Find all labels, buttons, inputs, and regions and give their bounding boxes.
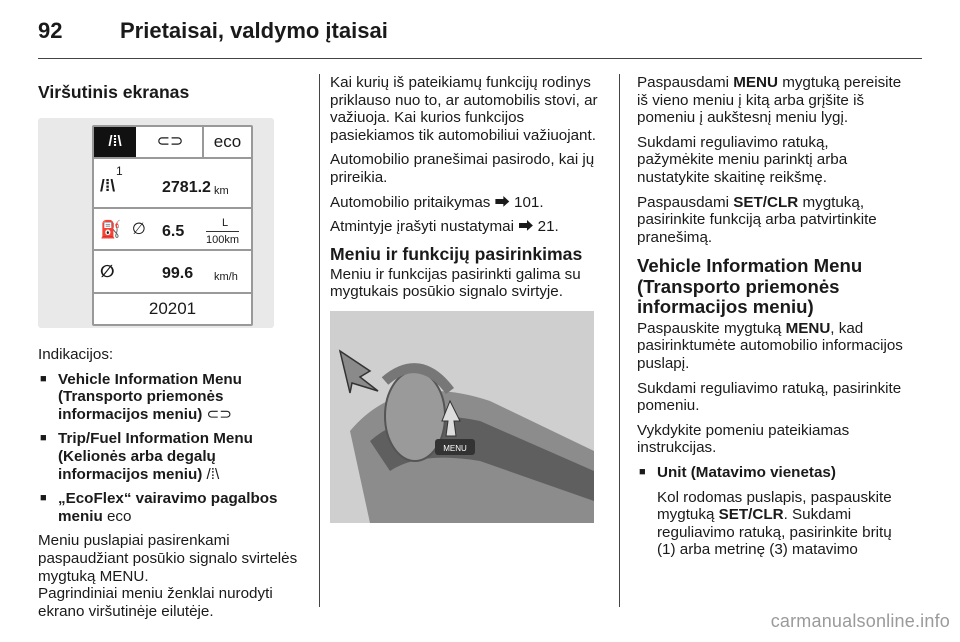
paragraph: Atmintyje įrašyti nustatymai ⮕ 21. (330, 218, 559, 236)
bullet-item (38, 490, 306, 525)
paragraph: Paspausdami SET/CLR mygtuką, pasirinkite funkciją arba patvirtinkite pranešimą. (637, 193, 877, 246)
paragraph: Kai kurių iš pateikiamų funkcijų rodinys priklauso nuo to, ar automobilis stovi, ar važiuoja. Kai kurios funkcijos pasiekiamos tik automobiliui važiuojant. (330, 74, 598, 144)
road-icon: /⁞\ (94, 127, 136, 157)
fuel-icon: ⛽ (100, 220, 122, 239)
paragraph: Kol rodomas puslapis, paspauskite mygtuką SET/CLR. Sukdami reguliavimo ratuką, pasirinkite britų (1) arba metrinę (3) matavimo (657, 488, 892, 559)
column-divider (319, 74, 320, 607)
bullet-item (38, 371, 306, 424)
column-1 (38, 74, 306, 627)
average-icon: ∅ (132, 221, 146, 238)
paragraph: Sukdami reguliavimo ratuką, pažymėkite meniu parinktį arba nustatykite skaitinę reikšmę. (637, 133, 848, 186)
speed-unit: km/h (214, 271, 238, 283)
distance-unit: km (214, 185, 229, 197)
column-2 (330, 74, 604, 523)
display-screen (92, 125, 253, 326)
display-figure (38, 118, 274, 328)
section-heading: Meniu ir funkcijų pasirinkimas (330, 243, 583, 264)
speed-value: 99.6 (162, 265, 194, 282)
turn-signal-lever-photo (330, 311, 594, 523)
road-icon: /⁞\ (206, 465, 220, 483)
bullet-text: Vehicle Information Menu (Transporto priemonės informacijos meniu) (58, 370, 242, 423)
consumption-unit-bottom: 100km (206, 231, 239, 250)
page-number: 92 (38, 18, 63, 43)
consumption-unit-top: L (222, 217, 229, 229)
lever-illustration (330, 311, 594, 523)
paragraph: Meniu puslapiai pasirenkami paspaudžiant posūkio signalo svirtelės mygtuką MENU. (38, 532, 298, 585)
bullet-item (38, 430, 306, 483)
column-3 (637, 74, 909, 566)
paragraph: Meniu ir funkcijas pasirinkti galima su mygtukais posūkio signalo svirtyje. (330, 265, 581, 301)
header-rule (38, 58, 922, 59)
trip-marker: 1 (116, 164, 123, 178)
paragraph: Vykdykite pomeniu pateikiamas instrukcijas. (637, 421, 850, 457)
car-icon: ⊂⊃ (206, 405, 232, 423)
display-divider (94, 249, 251, 251)
consumption-value: 6.5 (162, 223, 185, 240)
section-heading: Vehicle Information Menu (Transporto priemonės informacijos meniu) (637, 255, 863, 318)
car-icon: ⊂⊃ (138, 127, 204, 157)
paragraph: Sukdami reguliavimo ratuką, pasirinkite pomeniu. (637, 379, 902, 415)
page-header (38, 18, 922, 58)
paragraph: Automobilio pritaikymas ⮕ 101. (330, 193, 544, 211)
display-divider (94, 207, 251, 209)
bullet-text: Trip/Fuel Information Menu (Kelionės arba degalų informacijos meniu) (58, 430, 253, 483)
road-icon: /⁞\ (100, 176, 116, 195)
eco-icon: eco (213, 132, 242, 151)
eco-icon: eco (106, 507, 132, 525)
average-icon: ∅ (100, 262, 115, 281)
paragraph: Paspausdami MENU mygtuką pereisite iš vieno meniu į kitą arba grįšite iš pomeniu į aukštesnį meniu lygį. (637, 74, 902, 127)
watermark: carmanualsonline.info (770, 611, 950, 631)
bullet-text: „EcoFlex“ vairavimo pagalbos meniu (58, 490, 278, 525)
display-footer: 20201 (94, 292, 251, 324)
page-title: Prietaisai, valdymo įtaisai (120, 18, 388, 43)
display-topbar (94, 127, 251, 159)
column-divider (619, 74, 620, 607)
paragraph: Automobilio pranešimai pasirodo, kai jų prireikia. (330, 151, 595, 186)
section-heading: Viršutinis ekranas (38, 82, 190, 102)
menu-button-label: MENU (443, 443, 467, 453)
paragraph: Pagrindiniai meniu ženklai nurodyti ekrano viršutinėje eilutėje. (38, 585, 273, 620)
bullet-item: ■ Unit (Matavimo vienetas) (637, 464, 909, 482)
paragraph: Paspauskite mygtuką MENU, kad pasirinktumėte automobilio informacijos puslapį. (637, 319, 903, 373)
indicators-label: Indikacijos: (38, 346, 114, 363)
distance-value: 2781.2 (162, 179, 211, 196)
